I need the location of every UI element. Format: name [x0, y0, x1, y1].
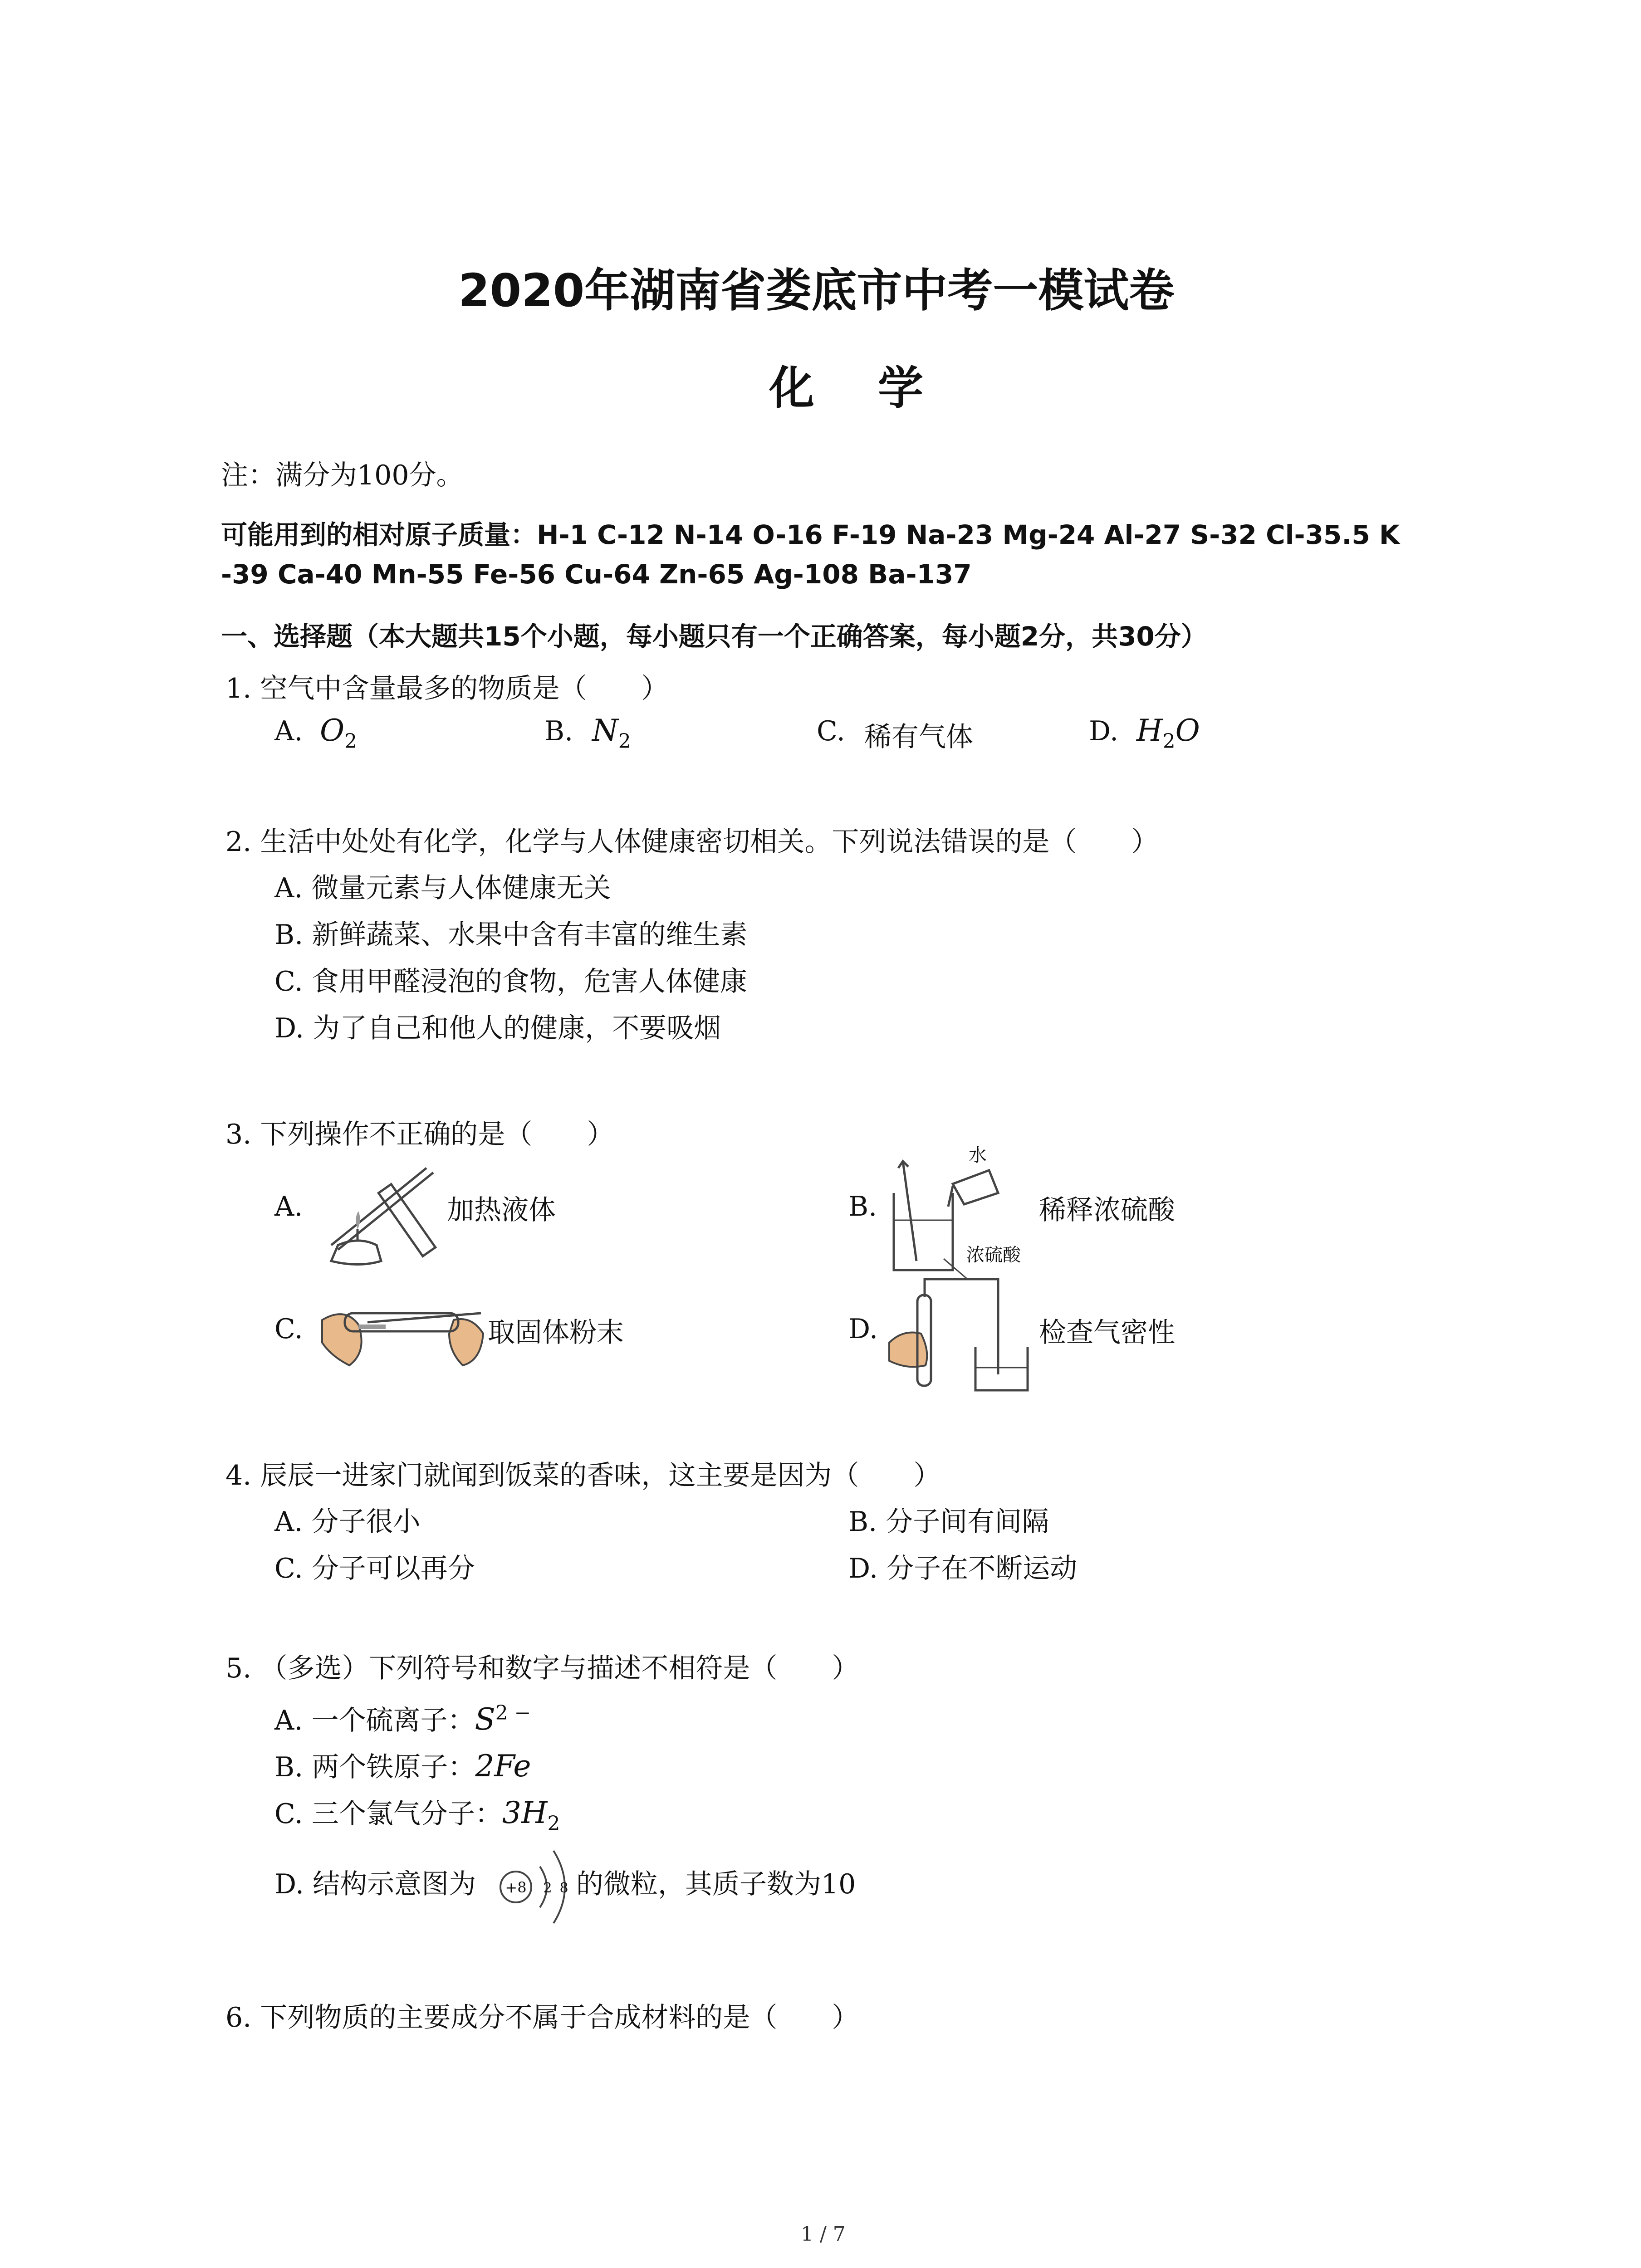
q6-stem: 6. 下列物质的主要成分不属于合成材料的是（ ） — [225, 2002, 859, 2033]
q4-option-b: B. 分子间有间隔 — [848, 1506, 1049, 1538]
q5-option-b: B. 两个铁原子：2Fe — [274, 1749, 531, 1784]
concentrated-acid-label: 浓硫酸 — [966, 1245, 1021, 1266]
q3-option-d-text: 检查气密性 — [1039, 1317, 1175, 1349]
section-title: 一、选择题（本大题共15个小题，每小题只有一个正确答案，每小题2分，共30分） — [221, 621, 1207, 652]
hydrogen-molecules-formula: $3H_2$ — [502, 1795, 560, 1835]
q5-option-d-suffix: 的微粒，其质子数为10 — [576, 1868, 856, 1900]
q5-stem: 5. （多选）下列符号和数字与描述不相符是（ ） — [225, 1652, 859, 1684]
page-number: 1 / 7 — [801, 2223, 846, 2246]
q3-option-a-text: 加热液体 — [447, 1194, 556, 1226]
q1-option-d-formula: $H_2O$ — [1136, 713, 1200, 753]
q4-stem: 4. 辰辰一进家门就闻到饭菜的香味，这主要是因为（ ） — [225, 1460, 941, 1491]
q4-option-c: C. 分子可以再分 — [274, 1553, 475, 1584]
q1-option-b-formula: $N_2$ — [592, 713, 631, 753]
q1-option-d-label: D. — [1089, 715, 1119, 747]
q4-option-d: D. 分子在不断运动 — [848, 1553, 1078, 1584]
q1-option-a-label: A. — [274, 715, 303, 747]
solid-powder-illustration — [318, 1288, 490, 1379]
atomic-mass-line-1: 可能用到的相对原子质量：H-1 C-12 N-14 O-16 F-19 Na-23 Mg-24 Al-27 S-32 Cl-35.5 K — [221, 519, 1400, 550]
nucleus-charge: +8 — [505, 1879, 527, 1896]
q3-option-b-label: B. — [848, 1191, 877, 1222]
q3-option-c-text: 取固体粉末 — [488, 1317, 624, 1349]
q5-option-c: C. 三个氯气分子：$3H_2$ — [274, 1795, 560, 1835]
subject-title: 化 学 — [769, 362, 932, 415]
water-label: 水 — [969, 1145, 987, 1166]
q2-option-b: B. 新鲜蔬菜、水果中含有丰富的维生素 — [274, 919, 748, 951]
q3-option-a-label: A. — [274, 1191, 303, 1222]
q4-option-a: A. 分子很小 — [274, 1506, 421, 1538]
q2-option-c: C. 食用甲醛浸泡的食物，危害人体健康 — [274, 966, 747, 997]
q3-option-c-label: C. — [274, 1313, 303, 1345]
q1-option-c-label: C. — [817, 715, 845, 747]
heating-liquid-illustration — [313, 1154, 454, 1270]
sulfide-ion-formula: $S^{2 -}$ — [475, 1701, 531, 1737]
two-iron-atoms-formula: 2Fe — [475, 1749, 531, 1784]
q3-option-d-label: D. — [848, 1313, 878, 1345]
q1-stem: 1. 空气中含量最多的物质是（ ） — [225, 673, 669, 704]
atomic-structure-diagram — [497, 1842, 583, 1932]
q5-option-a: A. 一个硫离子：$S^{2 -}$ — [274, 1701, 531, 1737]
q1-option-c-text: 稀有气体 — [864, 721, 973, 753]
first-shell-electrons: 2 — [543, 1880, 552, 1896]
second-shell-electrons: 8 — [559, 1880, 568, 1896]
atomic-mass-line-2: -39 Ca-40 Mn-55 Fe-56 Cu-64 Zn-65 Ag-108 Ba-137 — [221, 559, 972, 590]
q2-option-d: D. 为了自己和他人的健康，不要吸烟 — [274, 1012, 721, 1044]
q5-option-d-prefix: D. 结构示意图为 — [274, 1868, 476, 1900]
q3-option-b-text: 稀释浓硫酸 — [1039, 1194, 1175, 1226]
airtightness-check-illustration — [889, 1243, 1039, 1397]
exam-title: 2020年湖南省娄底市中考一模试卷 — [458, 264, 1175, 317]
q2-option-a: A. 微量元素与人体健康无关 — [274, 872, 611, 904]
q2-stem: 2. 生活中处处有化学，化学与人体健康密切相关。下列说法错误的是（ ） — [225, 826, 1159, 858]
q3-stem: 3. 下列操作不正确的是（ ） — [225, 1119, 614, 1150]
score-note: 注：满分为100分。 — [221, 459, 464, 491]
q1-option-a-formula: $O_2$ — [320, 713, 358, 753]
q1-option-b-label: B. — [544, 715, 573, 747]
